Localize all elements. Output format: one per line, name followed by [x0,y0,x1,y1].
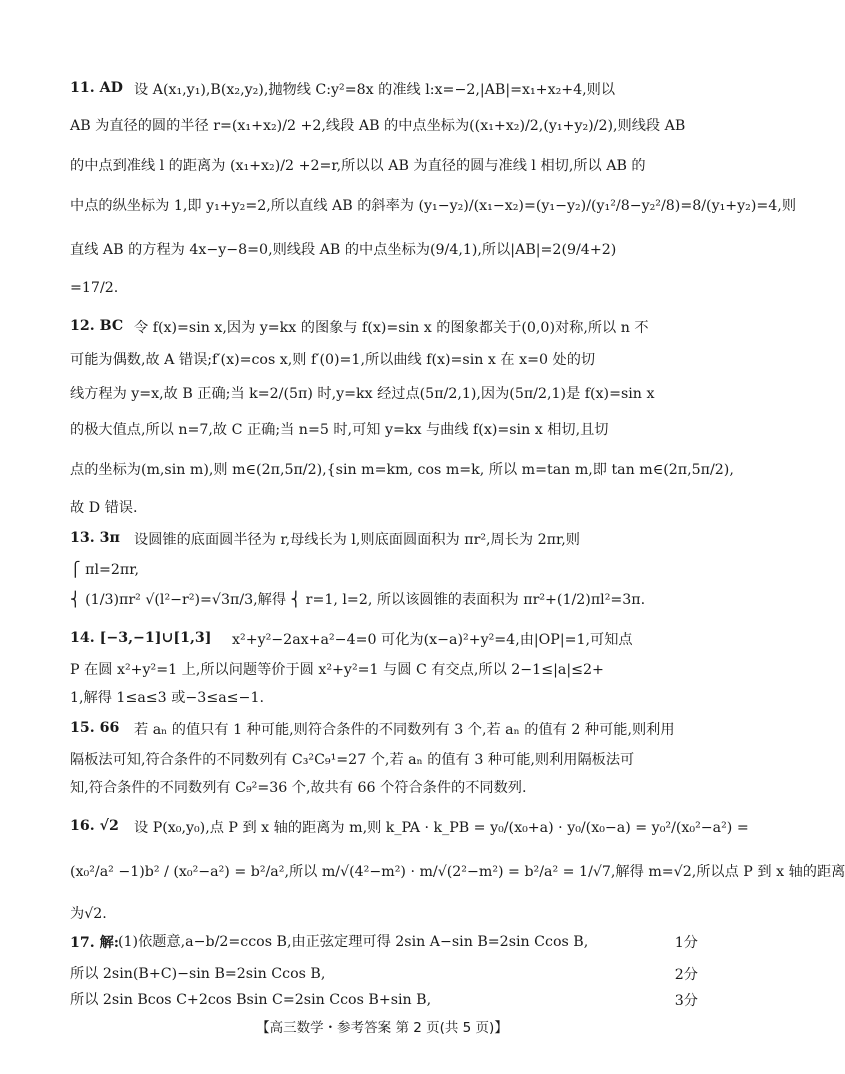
answer-line: x²+y²−2ax+a²−4=0 可化为(x−a)²+y²=4,由|OP|=1,可知点 [232,632,633,648]
answer-line: (1)依题意,a−b/2=ccos B,由正弦定理可得 2sin A−sin B=2sin Ccos B, [118,934,589,950]
answer-line: 所以 2sin(B+C)−sin B=2sin Ccos B, [70,966,326,982]
answer-line: P 在圆 x²+y²=1 上,所以问题等价于圆 x²+y²=1 与圆 C 有交点,所以 2−1≤|a|≤2+ [70,662,604,678]
answer-number-15: 15. 66 [70,720,120,736]
answer-line: (x₀²/a² −1)b² / (x₀²−a²) = b²/a²,所以 m/√(4²−m²) · m/√(2²−m²) = b²/a² = 1/√7,解得 m=√2,所以点 P 到 x 轴的距离 [70,864,845,880]
answer-number-17: 17. 解: [70,935,120,951]
answer-line: 为√2. [70,906,107,922]
answer-line: 若 aₙ 的值只有 1 种可能,则符合条件的不同数列有 3 个,若 aₙ 的值有 2 种可能,则利用 [134,722,675,738]
answer-line: ⎨ (1/3)πr² √(l²−r²)=√3π/3,解得 ⎨ r=1, l=2, 所以该圆锥的表面积为 πr²+(1/2)πl²=3π. [70,592,646,608]
answer-line: 中点的纵坐标为 1,即 y₁+y₂=2,所以直线 AB 的斜率为 (y₁−y₂)/(x₁−x₂)=(y₁−y₂)/(y₁²/8−y₂²/8)=8/(y₁+y₂)=4,则 [70,198,797,214]
page-footer: 【高三数学・参考答案 第 2 页(共 5 页)】 [256,1020,508,1036]
score-mark: 3分 [674,993,698,1009]
answer-line: 的中点到准线 l 的距离为 (x₁+x₂)/2 +2=r,所以以 AB 为直径的圆与准线 l 相切,所以 AB 的 [70,158,646,174]
answer-line: 所以 2sin Bcos C+2cos Bsin C=2sin Ccos B+sin B, [70,992,432,1008]
answer-line: 直线 AB 的方程为 4x−y−8=0,则线段 AB 的中点坐标为(9/4,1),所以|AB|=2(9/4+2) [70,242,617,258]
answer-number-16: 16. √2 [70,818,119,834]
answer-line: 的极大值点,所以 n=7,故 C 正确;当 n=5 时,可知 y=kx 与曲线 f(x)=sin x 相切,且切 [70,422,609,438]
answer-line: 设 P(x₀,y₀),点 P 到 x 轴的距离为 m,则 k_PA · k_PB = y₀/(x₀+a) · y₀/(x₀−a) = y₀²/(x₀²−a²) = [134,820,749,836]
answer-number-14: 14. [−3,−1]∪[1,3] [70,630,212,646]
answer-number-11: 11. AD [70,80,123,96]
score-mark: 2分 [674,967,698,983]
score-mark: 1分 [674,935,698,951]
answer-line: 知,符合条件的不同数列有 C₉²=36 个,故共有 66 个符合条件的不同数列. [70,780,527,796]
answer-line: 设 A(x₁,y₁),B(x₂,y₂),抛物线 C:y²=8x 的准线 l:x=−2,|AB|=x₁+x₂+4,则以 [134,82,616,98]
answer-line: 令 f(x)=sin x,因为 y=kx 的图象与 f(x)=sin x 的图象都关于(0,0)对称,所以 n 不 [134,320,649,336]
answer-line: 1,解得 1≤a≤3 或−3≤a≤−1. [70,690,264,706]
answer-line: 设圆锥的底面圆半径为 r,母线长为 l,则底面圆面积为 πr²,周长为 2πr,则 [134,532,580,548]
answer-line: AB 为直径的圆的半径 r=(x₁+x₂)/2 +2,线段 AB 的中点坐标为((x₁+x₂)/2,(y₁+y₂)/2),则线段 AB [70,118,686,134]
answer-line: 故 D 错误. [70,500,138,516]
answer-line: =17/2. [70,280,119,296]
answer-line: 隔板法可知,符合条件的不同数列有 C₃²C₉¹=27 个,若 aₙ 的值有 3 种可能,则利用隔板法可 [70,752,635,768]
answer-line: ⎧ πl=2πr, [70,562,139,578]
answer-number-13: 13. 3π [70,530,120,546]
answer-number-12: 12. BC [70,318,124,334]
answer-line: 线方程为 y=x,故 B 正确;当 k=2/(5π) 时,y=kx 经过点(5π/2,1),因为(5π/2,1)是 f(x)=sin x [70,386,655,402]
answer-line: 点的坐标为(m,sin m),则 m∈(2π,5π/2),{sin m=km, cos m=k, 所以 m=tan m,即 tan m∈(2π,5π/2), [70,462,734,478]
answer-line: 可能为偶数,故 A 错误;f′(x)=cos x,则 f′(0)=1,所以曲线 f(x)=sin x 在 x=0 处的切 [70,352,596,368]
